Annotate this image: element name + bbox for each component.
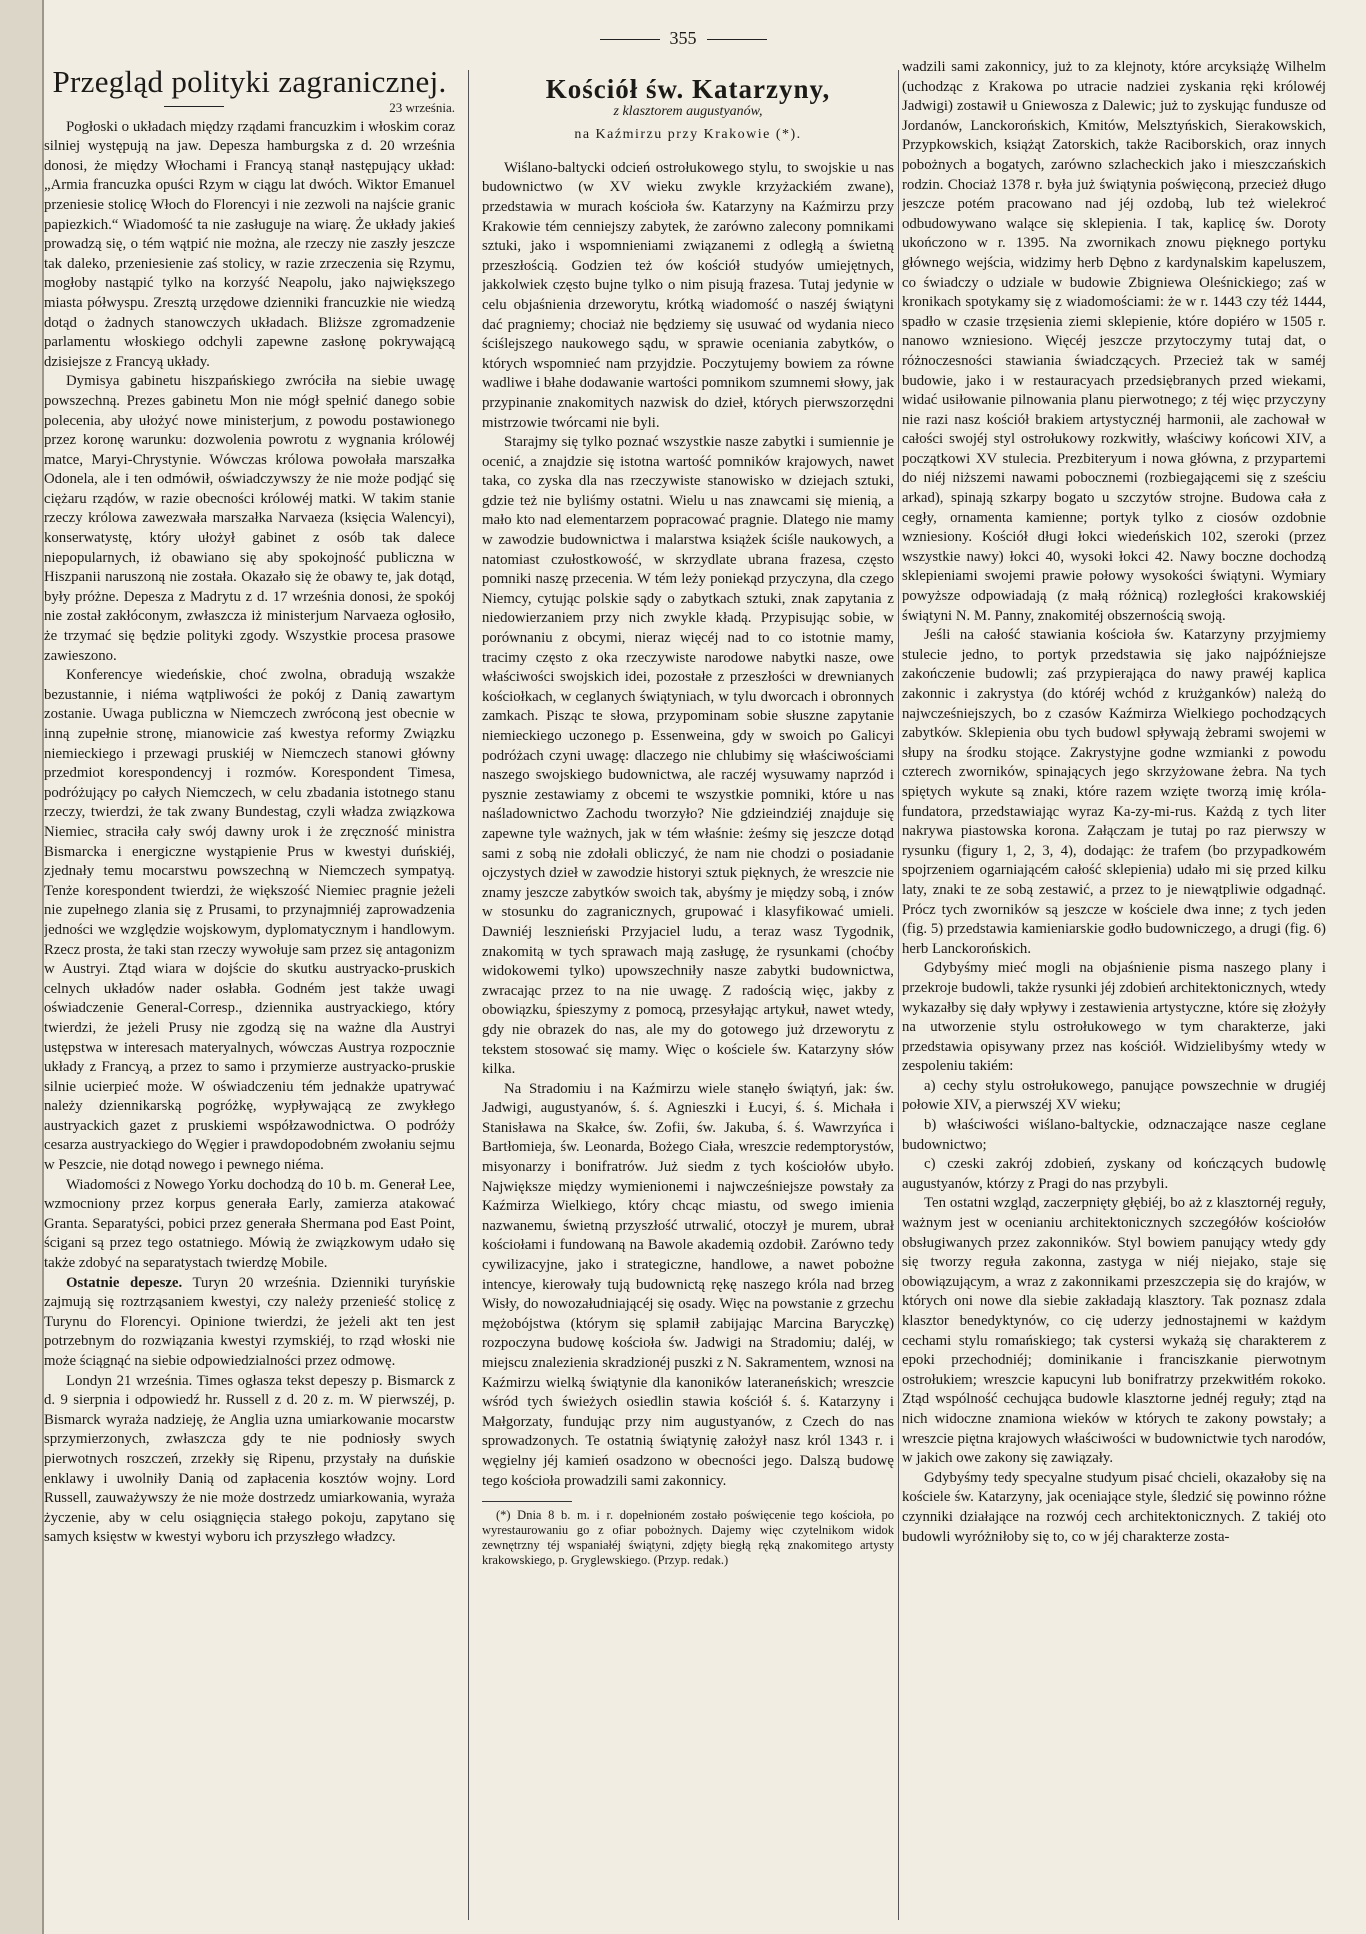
paragraph: Ten ostatni wzgląd, zaczerpnięty głębiéj, bo aż z klasztornéj reguły, ważnym jest w ocenianiu architektonicznych szczegółów kościołów obsługiwanych przez zakonników. Styl bowiem panujący wtedy gdy się tworzy reguła zakonna, zastyga w niéj niejako, staje się obowiązującym, a wraz z zakonnikami przeszczepia się do krajów, w których oni nowe dla siebie zakładają klasztory. Tak poznasz zdala klasztor benedyktynów, co cię uderzy jednostajnemi w każdym cechami stylu romańskiego; tak cystersi wykażą się charakterem z epoki przechodniéj; dominikanie i franciszkanie pierwotnym ostrołukiem; wreszcie kapucyni lub bonifratrzy przekwitłém rokoko. Ztąd wspólność cechująca budowle klasztorne jednéj reguły; ztąd na nich widoczne znamiona wieków w których te zakony powstały; a wreszcie piętna krajowych właściwości w budownictwie tych narodów, w jakich owe zakony się zawiązały. — [902, 1195, 1326, 1467]
list-item: b) właściwości wiślano-baltyckie, odznaczające nasze ceglane budownictwo; — [902, 1117, 1326, 1153]
paragraph: Gdybyśmy mieć mogli na objaśnienie pisma naszego plany i przekroje budowli, także rysunki jéj zdobień architektonicznych, wtedy wykazałby się dały wpływy i zestawienia artystyczne, które się złożyły na utworzenie stylu ostrołukowego w tym charakterze, jaki przedstawia opisywany przez nas kościół. Widzielibyśmy wtedy w zespoleniu takiém: — [902, 960, 1326, 1075]
list-item: c) czeski zakrój zdobień, zyskany od kończących budowlę augustyanów, którzy z Pragi do nas przybyli. — [902, 1156, 1326, 1192]
latest-dispatches-label: Ostatnie depesze. — [66, 1274, 183, 1291]
latest-dispatches-paragraph — [44, 1274, 455, 1372]
latest-dispatches-text: Turyn 20 września. Dzienniki turyńskie zajmują się roztrząsaniem kwestyi, czy należy przenieść stolicę z Turynu do Florencyi. Opinione twierdzi, że jeżeli akt ten jest potrzebnym do rozwiązania kwestyi rzymskiéj, to rząd włoski nie może ściągnąć na siebie odpowiedzialności przez odmowę. — [44, 1274, 455, 1369]
page-number-text: 355 — [669, 28, 697, 48]
paragraph: Wiślano-baltycki odcień ostrołukowego stylu, to swojskie u nas budownictwo (w XV wieku zwykle krzyżackiém zwane), przedstawia w murach kościoła św. Katarzyny na Kaźmirzu przy Krakowie tém cenniejszy zabytek, że zarówno zalecony pomnikami sztuki, jako i wspomnieniami związanemi z odległą a świetną przeszłością. Godzien też ów kościół studyów umiejętnych, jakkolwiek często bujne tylko o nim pisują frazesa. Tutaj jedynie w celu objaśnienia drzeworytu, krótką wiadomość o naszéj świątyni dać pragniemy; chociaż nie będziemy się usuwać od wydania nieco ściślejszego naukowego sądu, w sprawie oceniania zabytków, o których wspomnieć nam przyjdzie. Poczytujemy bowiem za równe wadliwe i błahe dodawanie wartości pomnikom szumnemi słowy, jak przypinanie znakomitych nazwisk do dzieł, których pierwszorzędni mistrzowie twórcami nie byli. — [482, 159, 894, 431]
page-number-rule-left — [600, 39, 660, 40]
paragraph: Gdybyśmy tedy specyalne studyum pisać chcieli, okazałoby się na kościele św. Katarzyny, jak oceniające style, śledzić się powinno różne czynniki działające na rozwój cech architektonicznych. Z takiéj oto budowli wyróżniłoby się to, co w jéj charakterze zosta- — [902, 1469, 1326, 1545]
article-subtitle-location: na Kaźmirzu przy Krakowie (*). — [574, 127, 802, 143]
title-rule — [164, 106, 224, 107]
article-title-church: Kościół św. Katarzyny, — [545, 74, 831, 104]
paragraph: Pogłoski o układach między rządami francuzkim i włoskim coraz silniej występują na jaw. Depesza hamburgska z d. 20 września donosi, że między Włochami i Francyą stanął następujący układ: „Armia francuzka opuści Rzym w ciągu lat dwóch. Wiktor Emanuel przeniesie stolicę Włoch do Florencyi i nie zezwoli na najście granic papiezkich.“ Wiadomość ta nie zasługuje na wiarę. Że układy jakieś prowadzą się, o tém wątpić nie można, ale rzeczy nie zaszły jeszcze tak daleko, przeniesienie zaś stolicy, w razie zrzeczenia się Rzymu, mogłoby nastąpić tylko na korzyść Neapolu, jako największego miasta półwyspu. Zresztą urzędowe dzienniki francuzkie nie wiedzą dotąd o żadnych stanowczych układach. Bliższe zgromadzenie parlamentu włoskiego odchyli zapewne zasłonę pokrywającą dzisiejsze z Francyą układy. — [44, 118, 455, 370]
adjacent-page-edge — [0, 0, 44, 1934]
dateline-text: 23 września. — [389, 99, 455, 115]
column-church-article — [482, 58, 894, 1920]
page-number-rule-right — [707, 39, 767, 40]
footnote-rule — [482, 1501, 572, 1502]
paragraph: Konferencye wiedeńskie, choć zwolna, obradują wszakże bezustannie, i niéma wątpliwości że pokój z Danią zawartym zostanie. Uwaga publiczna w Niemczech zwróconą jest obecnie w inną zupełnie stronę, mianowicie zaś kwestya reformy Związku niemieckiego i przewagi pruskiéj w Niemczech stanowi główny przedmiot korespondencyj i rozmów. Korespondent Timesa, podróżujący po całych Niemczech, w celu zbadania istotnego stanu rzeczy, twierdzi, że tak zwany Bundestag, czyli władza związkowa Niemiec, straciła cały swój dawny urok i że zręczność ministra Bismarcka i energiczne wystąpienie Prus w kwestyi duńskiéj, zjednały temu mocarstwu powszechną w Niemczech sympatyą. Tenże korespondent twierdzi, że większość Niemiec pragnie jeżeli nie zupełnego zlania się z Prusami, to przynajmniéj zaprowadzenia jedności we względzie wojskowym, dyplomatycznym i handlowym. Rzecz prosta, że taki stan rzeczy wywołuje sam przez się antagonizm w Austryi. Ztąd wiara w dojście do skutku austryacko-pruskich celnych układów nader osłabła. Godném jest także uwagi oświadczenie General-Corresp., dziennika austryackiego, który twierdzi, że jeżeli Prusy nie zgodzą się na ważne dla Austryi ustępstwa w interesach materyalnych, wówczas Austrya rozpocznie układy z Francyą, a przez to samo i przymierze austryacko-pruskie silnie ucierpieć może. W oświadczeniu tém jednakże upatrywać należy dziennikarską pogróżkę, wypływającą ze zwykłego austryackich gazet z pruskiemi współzawodnictwa. O podróży cesarza austryackiego do Węgier i prawdopodobném zwołaniu sejmu w Peszcie, nie dotąd nowego i pewnego niéma. — [44, 667, 455, 1174]
page-number — [0, 28, 1366, 49]
paragraph: Starajmy się tylko poznać wszystkie nasze zabytki i sumiennie je ocenić, a znajdzie się istotna wartość pomników krajowych, nawet taka, co zyska dla nas rzeczywiste stanowisko w dziejach sztuki, gdzie też nie byliśmy ostatni. Wielu u nas znawcami się mienią, a mało kto nad elementarzem popracować pragnie. Dlatego nie mamy w zawodzie budownictwa i malarstwa książek ściśle naukowych, a natomiast czułostkowość, w skrzydlate ubrana frazesa, często pomniki naszę przecenia. W tém leży poniekąd przyczyna, dla czego Niemcy, cytując polskie sądy o zabytkach sztuki, znak zapytania z niedowierzaniem przy nich zwykle kładą. Przypisując sobie, w porównaniu z obcymi, nieraz więcéj nad to co istotnie mamy, tracimy często z oka rzeczywiste narodowe nabytki nasze, owe właściwości swojskich idei, pozostałe z przeszłości w drewnianych kościołkach, w ceglanych świątyniach, w tylu dworcach i obronnych zamkach. Pisząc te słowa, przypominam sobie słuszne zapytanie niemieckiego uczonego p. Essenweina, gdy w swoich po Galicyi podróżach czyni uwagę: dlaczego nie chlubimy się właściwościami naszego swojskiego budownictwa, ale raczéj wysuwamy naprzód i pysznie zestawiamy z obcemi te wszystkie pomniki, które u nas naśladownictwo Zachodu tworzyło? Nie gdzieindziéj znajduje się zapewne tyle ważnych, jak w tém właśnie: żeśmy się jeszcze dotąd sami z sobą nie zdołali obliczyć, że nam nie chodzi o posiadanie ojczystych dzieł w zawodzie historyi sztuk pięknych, że wreszcie nie znamy jeszcze zabytków swoich tak, abyśmy je między sobą, i znów w stosunku do zagranicznych, grupować i klasyfikować umieli. Dawniéj lesznieński Przyjaciel ludu, a teraz wasz Tygodnik, znakomitą w tych sprawach mają zasługę, że rysunkami (choćby widokowemi tylko) upowszechniły nasze zabytki budownictwa, zwracając przez to na nie uwagę. Z radością więc, jakby z obowiązku, śpieszymy z pomocą, przesyłając artykuł, nawet wtedy, gdy nie obrazek do nas, ale my do gotowego już drzeworytu z tekstem stosować się mamy. Więc o kościele św. Katarzyny słów kilka. — [482, 434, 894, 1078]
article-title-foreign-politics: Przegląd polityki zagranicznej. — [52, 64, 447, 99]
paragraph: Jeśli na całość stawiania kościoła św. Katarzyny przyjmiemy stulecie jedno, to portyk przedstawia się jako najpóźniejsze zakończenie budowli; zaś przypierająca do nawy prawéj kaplica zakonnic i zakrystya (do któréj wchód z krużganków) należą do najwcześniejszych, bo z czasów Kaźmirza Wielkiego pochodzących zabytków. Sklepienia obu tych budowl spływają żebrami swojemi w słupy na środku stojące. Zakrystyjne godne wzmianki z powodu czterech zworników, spinających jego skrzyżowane żebra. Na tych spiętych wykute są znaki, które razem wzięte tworzą imię króla-fundatora, przedstawiając wyraz Ka-zy-mi-rus. Każdą z tych liter nakrywa piastowska korona. Załączam je tutaj po raz pierwszy w rysunku (figury 1, 2, 3, 4), dodając: że trafem (bo przypadkowém spojrzeniem ogarniającém całość sklepienia) udało mi się przed kilku laty, znaki te ze sobą zestawić, a przez to je niewątpliwie odgadnąć. Prócz tych zworników są jeszcze w kościele dwa inne; z tych jeden (fig. 5) przedstawia kamieniarskie godło budowniczego, a drugi (fig. 6) herb Lanckorońskich. — [902, 627, 1326, 957]
article-subtitle: z klasztorem augustyanów, — [613, 103, 763, 119]
list-item: a) cechy stylu ostrołukowego, panujące powszechnie w drugiéj połowie XIV, a pierwszéj XV wieku; — [902, 1077, 1326, 1114]
footnote: (*) Dnia 8 b. m. i r. dopełnioném zostało poświęcenie tego kościoła, po wyrestaurowaniu go z ofiar pobożnych. Dajemy więc czytelnikom widok zewnętrzny téj wspaniałéj świątyni, zdjęty biegłą ręką znakomitego artysty krakowskiego, p. Gryglewskiego. (Przyp. redak.) — [482, 1508, 894, 1568]
paragraph: wadzili sami zakonnicy, już to za klejnoty, które arcyksiążę Wilhelm (uchodząc z Krakowa po utracie nadziei zyskania ręki królowéj Jadwigi) zostawił u Gniewosza z Dalewic; już to zyskując fundusze od Jordanów, Lanckorońskich, Kmitów, Melsztyńskich, Sierakowskich, Przypkowskich, książąt Zatorskich, także Raciborskich, oraz innych pobożnych a bogatych, zarówno szlacheckich jako i mieszczańskich rodzin. Chociaż 1378 r. była już świątynia poświęconą, przecież długo jeszcze potém pracowano nad jéj ozdobą, lub też wielekroć odbudowywano walące się sklepienia. I tak, kaplicę św. Doroty ukończono w r. 1395. Na zwornikach znowu pięknego portyku głównego wejścia, widzimy herb Dębno z kardynalskim kapeluszem, co świadczy o udziale w budowie Zbigniewa Oleśnickiego; zaś w kronikach spotykamy się z wiadomościami: że w r. 1443 czy téż 1444, spadło w czasie trzęsienia ziemi sklepienie, które dopiéro w 1505 r. nanowo wzniesiono. Więcéj jeszcze przytoczymy tutaj dat, o różnoczesności stawiania świadczących. Przecież tak w saméj budowie, jako i w restauracyach przedsiębranych przed wiekami, widać usiłowanie pilnowania planu pierwotnego; z téj więc przyczyny nie razi nasz kościół brakiem artystycznéj harmonii, ale zachował w całości swojéj styl ostrołukowy rozkwitły, właściwy końcowi XIV, a początkowi XV stulecia. Prezbiteryum i nowa główna, z przypartemi do niéj niższemi nawami pobocznemi (rozbiegającemi się z sześciu arkad), spinają szkarpy bogato u szczytów strojne. Budowa cała z cegły, ornamenta kamienne; portyk tylko z ciosów ozdobnie wzniesiony. Kościół długi łokci wiedeńskich 102, szeroki (przez wszystkie nawy) łokci 40, wysoki łokci 42. Nawy boczne dochodzą sklepieniami swojemi prawie połowy wysokości świątyni. Wymiary powyższe odpowiadają (z małą różnicą) rozległości krakowskiéj świątyni N. M. Panny, znakomitéj obszernością swoją. — [902, 59, 1326, 624]
column-church-continued — [902, 58, 1326, 1920]
paragraph: Wiadomości z Nowego Yorku dochodzą do 10 b. m. Generał Lee, wzmocniony przez korpus generała Early, zamierza atakować Granta. Separatyści, pobici przez generała Shermana pod East Point, ścigani są przez tego ostatniego. Mówią że związkowym udało się także zdobyć na separatystach twierdzę Mobile. — [44, 1176, 455, 1272]
column-foreign-politics — [44, 58, 455, 1920]
paragraph: Londyn 21 września. Times ogłasza tekst depeszy p. Bismarck z d. 9 sierpnia i odpowiedź hr. Russell z d. 20 z. m. W pierwszéj, p. Bismarck wyraża nadzieję, że Anglia uzna umiarkowanie mocarstw sprzymierzonych, zwłaszcza gdy te nie podniosły swych pierwotnych roszczeń, zrzekły się Ripenu, przystały na duńskie enklawy i uwolniły Danią od zapłacenia kosztów wojny. Lord Russell, zauważywszy że nie może dostrzedz umiarkowania, wyraża życzenie, aby w celu osiągnięcia stałego pokoju, zapytano się samych księstw w kwestyi wyboru ich przyszłego władzcy. — [44, 1372, 455, 1546]
column-divider — [898, 70, 899, 1920]
column-divider — [468, 70, 469, 1920]
paragraph: Na Stradomiu i na Kaźmirzu wiele stanęło świątyń, jak: św. Jadwigi, augustyanów, ś. ś. Agnieszki i Łucyi, ś. ś. Michała i Stanisława na Skałce, św. Zofii, św. Jakuba, ś. ś. Wawrzyńca i Bartłomieja, św. Leonarda, Bożego Ciała, wreszcie redemptorystów, misyonarzy i bonifratrów. Już siedm z tych kościołów ubyło. Największe między wymienionemi i najwcześniejsze powstały za Kaźmirza Wielkiego, który chcąc miastu, od swego imienia nazwanemu, świetną przyszłość utrwalić, otoczył je murem, ubrał kościołami i fundowaną na Bawole akademią ozdobił. Zarówno tedy cywilizacyjne, jako i strategiczne, handlowe, a nawet pobożne intencye, kierowały tują budownictą rękę naszego króla nad brzeg Wisły, do nowozałudniającéj się osady. Więc na powstanie z grzechu mężobójstwa (którym się splamił zabijając Marcina Baryczkę) rozpoczyna budowę kościoła św. Jadwigi na Stradomiu; daléj, w miejscu znalezienia skradzionéj puszki z N. Sakramentem, wznosi na Kaźmirzu wielką świątynie dla kanoników lateraneńskich; wreszcie wśród tych świeżych osiedlin stawia kościół ś. ś. Katarzyny i Małgorzaty, fundując przy nim augustyanów, z Czech do nas sprowadzonych. Te ostatnią świątynię założył nasz król 1343 r. i węgielny jéj kamień osadzono w obecności jego. Dalszą budowę tego kościoła prowadzili sami zakonnicy. — [482, 1080, 894, 1489]
paragraph: Dymisya gabinetu hiszpańskiego zwróciła na siebie uwagę powszechną. Prezes gabinetu Mon nie mógł spełnić danego sobie polecenia, aby ułożyć nowe ministerjum, z powodu postawionego przez koronę warunku: dozwolenia powrotu z wygnania królowéj matce, Maryi-Chrystynie. Wówczas królowa powołała marszałka Odonela, ale i ten odmówił, oświadczywszy że nie może podjąć się ciężaru rządów, w razie obecności królowéj matki. W takim stanie rzeczy królowa zawezwała marszałka Narvaeza (księcia Walencyi), konserwatystę, który ułożył gabinet z osób tak dalece niepopularnych, iż obawiano się aby spokojność publiczna w Hiszpanii naruszoną nie została. Okazało się że obawy te, jak dotąd, były próżne. Depesza z Madrytu z d. 17 września donosi, że spokój nie został zakłóconym, zwłaszcza iż ministerjum Narvaeza ogłosiło, że trzymać się będzie polityki zgody. Wszystkie procesa prasowe zawieszono. — [44, 373, 455, 664]
dateline — [44, 98, 455, 118]
